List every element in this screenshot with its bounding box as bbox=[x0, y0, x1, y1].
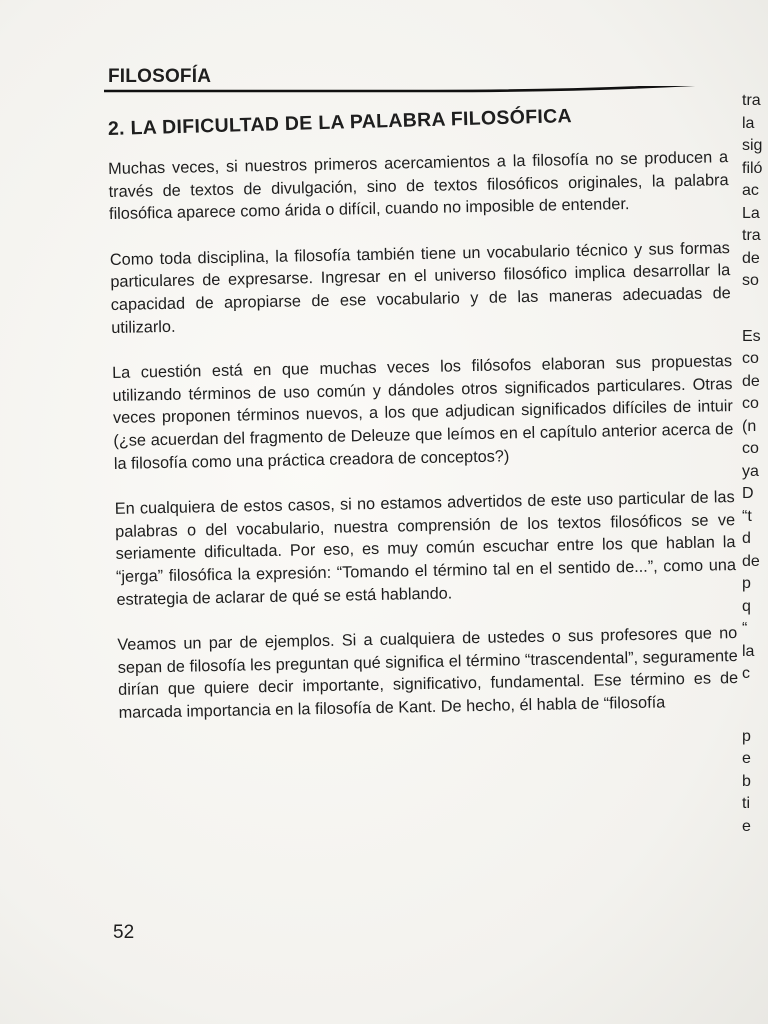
facing-line: ac bbox=[742, 182, 759, 199]
facing-line: filó bbox=[742, 159, 763, 177]
page-number: 52 bbox=[113, 922, 135, 943]
facing-line: c bbox=[742, 665, 750, 682]
facing-line: d bbox=[742, 530, 751, 547]
facing-line: tra bbox=[742, 227, 761, 244]
facing-page-column bbox=[742, 90, 768, 838]
section-header: FILOSOFÍA bbox=[108, 66, 212, 87]
facing-line: Es bbox=[742, 327, 761, 345]
facing-line: (n bbox=[742, 417, 757, 435]
facing-line: co bbox=[742, 350, 759, 367]
facing-line: “ bbox=[742, 620, 748, 637]
facing-line: sig bbox=[742, 137, 763, 154]
body-text bbox=[108, 146, 739, 747]
paragraph: Como toda disciplina, la filosofía también tiene un vocabulario técnico y sus formas particulares de expresarse. Ingresar en el universo filosófico implica desarrollar la capacidad de apropiarse de ese vocabulario y de las maneras adecuadas de utilizarlo. bbox=[109, 238, 731, 337]
facing-line: La bbox=[742, 204, 760, 222]
facing-line: e bbox=[742, 817, 751, 835]
facing-line: de bbox=[742, 249, 760, 267]
facing-line: e bbox=[742, 750, 751, 767]
facing-line: de bbox=[742, 552, 760, 570]
facing-line: ti bbox=[742, 795, 750, 812]
facing-line: co bbox=[742, 395, 759, 412]
facing-line: co bbox=[742, 440, 759, 457]
facing-line: tra bbox=[742, 92, 761, 109]
paragraph: En cualquiera de estos casos, si no estamos advertidos de este uso particular de las palabras o del vocabulario, nuestra comprensión de los textos filosóficos se ve seriamente dificultada. Por eso, es muy común escuchar entre los que hablan la “jerga” filosófica la expresión: “Tomando el término tal en el sentido de...”, como una estrategia de aclarar de qué se está hablando. bbox=[114, 488, 737, 609]
facing-line: q bbox=[742, 597, 751, 615]
facing-line: D bbox=[742, 485, 754, 502]
chapter-title: 2. LA DIFICULTAD DE LA PALABRA FILOSÓFICA bbox=[107, 105, 573, 140]
facing-line: la bbox=[742, 642, 755, 660]
facing-line: p bbox=[742, 575, 751, 592]
facing-line: de bbox=[742, 372, 760, 390]
paragraph: Muchas veces, si nuestros primeros acercamientos a la filosofía no se producen a través de textos de divulgación, sino de textos filosóficos originales, la palabra filosófica aparece como árida o difícil, cuando no imposible de entender. bbox=[108, 148, 729, 224]
facing-line: la bbox=[742, 114, 755, 132]
facing-line: ya bbox=[742, 462, 759, 480]
paragraph: La cuestión está en que muchas veces los filósofos elaboran sus propuestas utilizando términos de uso común y dándoles otros significados particulares. Otras veces proponen términos nuevos, a los que adjudican significados difíciles de intuir (¿se acuerdan del fragmento de Deleuze que leímos en el capítulo anterior acerca de la filosofía como una práctica creadora de conceptos?) bbox=[111, 352, 734, 473]
facing-line: so bbox=[742, 272, 759, 289]
facing-line: “t bbox=[742, 507, 752, 525]
paragraph: Veamos un par de ejemplos. Si a cualquiera de ustedes o sus profesores que no sepan de filosofía les preguntan qué significa el término “trascendental”, seguramente dirían que quiere decir importante, significativo, fundamental. Ese término es de marcada importancia en la filosofía de Kant. De hecho, él habla de “filosofía bbox=[117, 624, 739, 722]
facing-line: p bbox=[742, 727, 751, 745]
facing-line: b bbox=[742, 772, 751, 790]
